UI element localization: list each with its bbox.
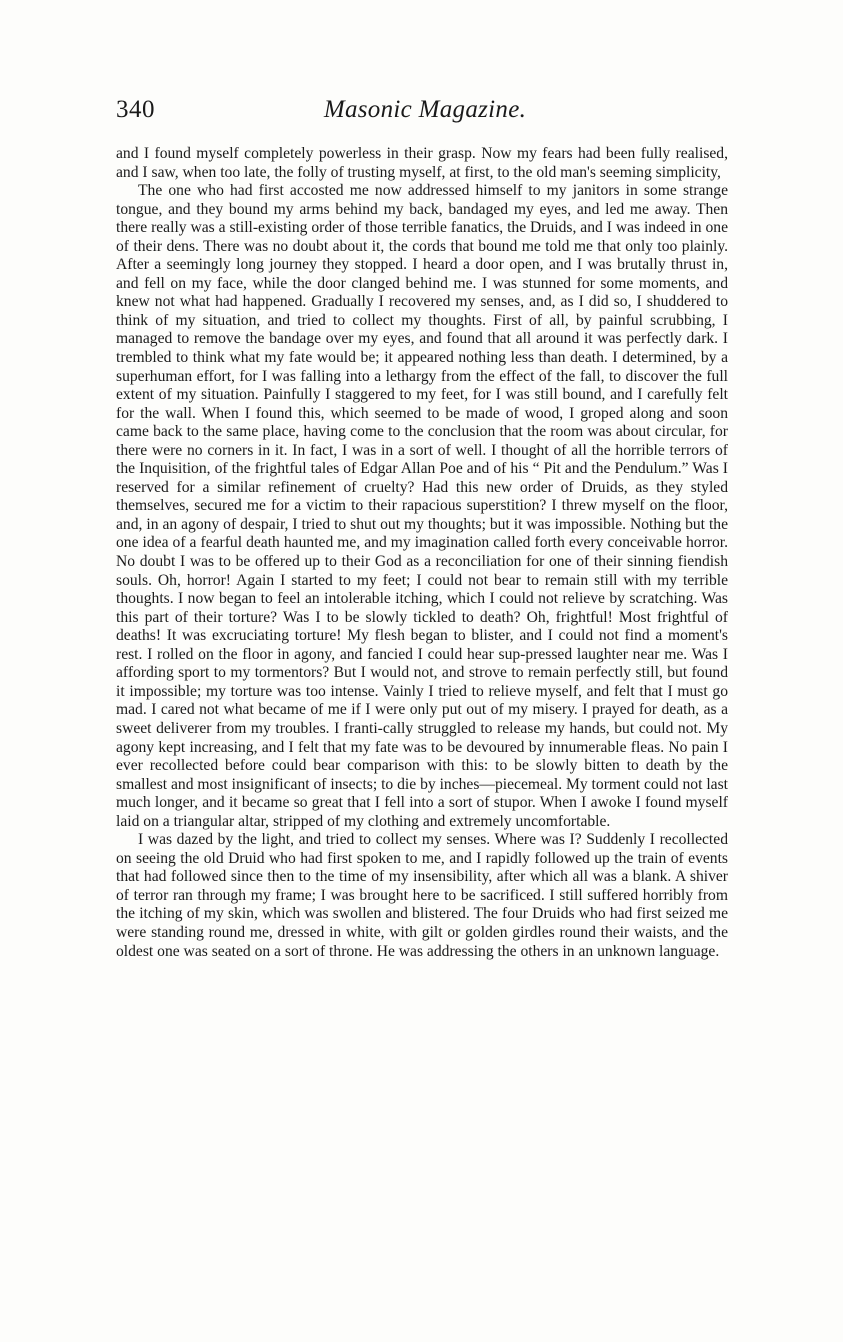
- paragraph-imprisonment: The one who had first accosted me now addressed himself to my janitors in some strange tongue, and they bound my arms behind my back, bandaged my eyes, and led me away. Then there really was a still-existing order of those terrible fanatics, the Druids, and I was indeed in one of their dens. There was no doubt about it, the cords that bound me told me that only too plainly. After a seemingly long journey they stopped. I heard a door open, and I was brutally thrust in, and fell on my face, while the door clanged behind me. I was stunned for some moments, and knew not what had happened. Gradually I recovered my senses, and, as I did so, I shuddered to think of my situation, and tried to collect my thoughts. First of all, by painful scrubbing, I managed to remove the bandage over my eyes, and found that all around it was perfectly dark. I trembled to think what my fate would be; it appeared nothing less than death. I determined, by a superhuman effort, for I was falling into a lethargy from the effect of the fall, to discover the full extent of my situation. Painfully I staggered to my feet, for I was still bound, and I carefully felt for the wall. When I found this, which seemed to be made of wood, I groped along and soon came back to the same place, having come to the conclusion that the room was about circular, for there were no corners in it. In fact, I was in a sort of well. I thought of all the horrible terrors of the Inquisition, of the frightful tales of Edgar Allan Poe and of his “ Pit and the Pendulum.” Was I reserved for a similar refinement of cruelty? Had this new order of Druids, as they styled themselves, secured me for a victim to their rapacious superstition? I threw myself on the floor, and, in an agony of despair, I tried to shut out my thoughts; but it was impossible. Nothing but the one idea of a fearful death haunted me, and my imagination called forth every conceivable horror. No doubt I was to be offered up to their God as a reconciliation for one of their sinning fiendish souls. Oh, horror! Again I started to my feet; I could not bear to remain still with my terrible thoughts. I now began to feel an intolerable itching, which I could not relieve by scratching. Was this part of their torture? Was I to be slowly tickled to death? Oh, frightful! Most frightful of deaths! It was excruciating torture! My flesh began to blister, and I could not find a moment's rest. I rolled on the floor in agony, and fancied I could hear sup-pressed laughter near me. Was I affording sport to my tormentors? But I would not, and strove to remain perfectly still, but found it impossible; my torture was too intense. Vainly I tried to relieve myself, and felt that I must go mad. I cared not what became of me if I were only put out of my misery. I prayed for death, as a sweet deliverer from my troubles. I franti-cally struggled to release my hands, but could not. My agony kept increasing, and I felt that my fate was to be devoured by innumerable fleas. No pain I ever recollected before could bear comparison with this: to be slowly bitten to death by the smallest and most insignificant of insects; to die by inches—piecemeal. My torment could not last much longer, and it became so great that I fell into a sort of stupor. When I awoke I found myself laid on a triangular altar, stripped of my clothing and extremely uncomfortable.: [116, 182, 728, 830]
- running-head: [116, 96, 734, 136]
- paragraph-continuation: and I found myself completely powerless in their grasp. Now my fears had been fully realised, and I saw, when too late, the folly of trusting myself, at first, to the old man's seeming simplicity,: [116, 145, 728, 181]
- article-body: [116, 145, 728, 961]
- journal-title: Masonic Magazine.: [323, 96, 527, 123]
- paragraph-altar: I was dazed by the light, and tried to collect my senses. Where was I? Suddenly I recollected on seeing the old Druid who had first spoken to me, and I rapidly followed up the train of events that had followed since then to the time of my insensibility, after which all was a blank. A shiver of terror ran through my frame; I was brought here to be sacrificed. I still suffered horribly from the itching of my skin, which was swollen and blistered. The four Druids who had first seized me were standing round me, dressed in white, with gilt or golden girdles round their waists, and the oldest one was seated on a sort of throne. He was addressing the others in an unknown language.: [116, 831, 728, 960]
- page-number: 340: [116, 96, 155, 123]
